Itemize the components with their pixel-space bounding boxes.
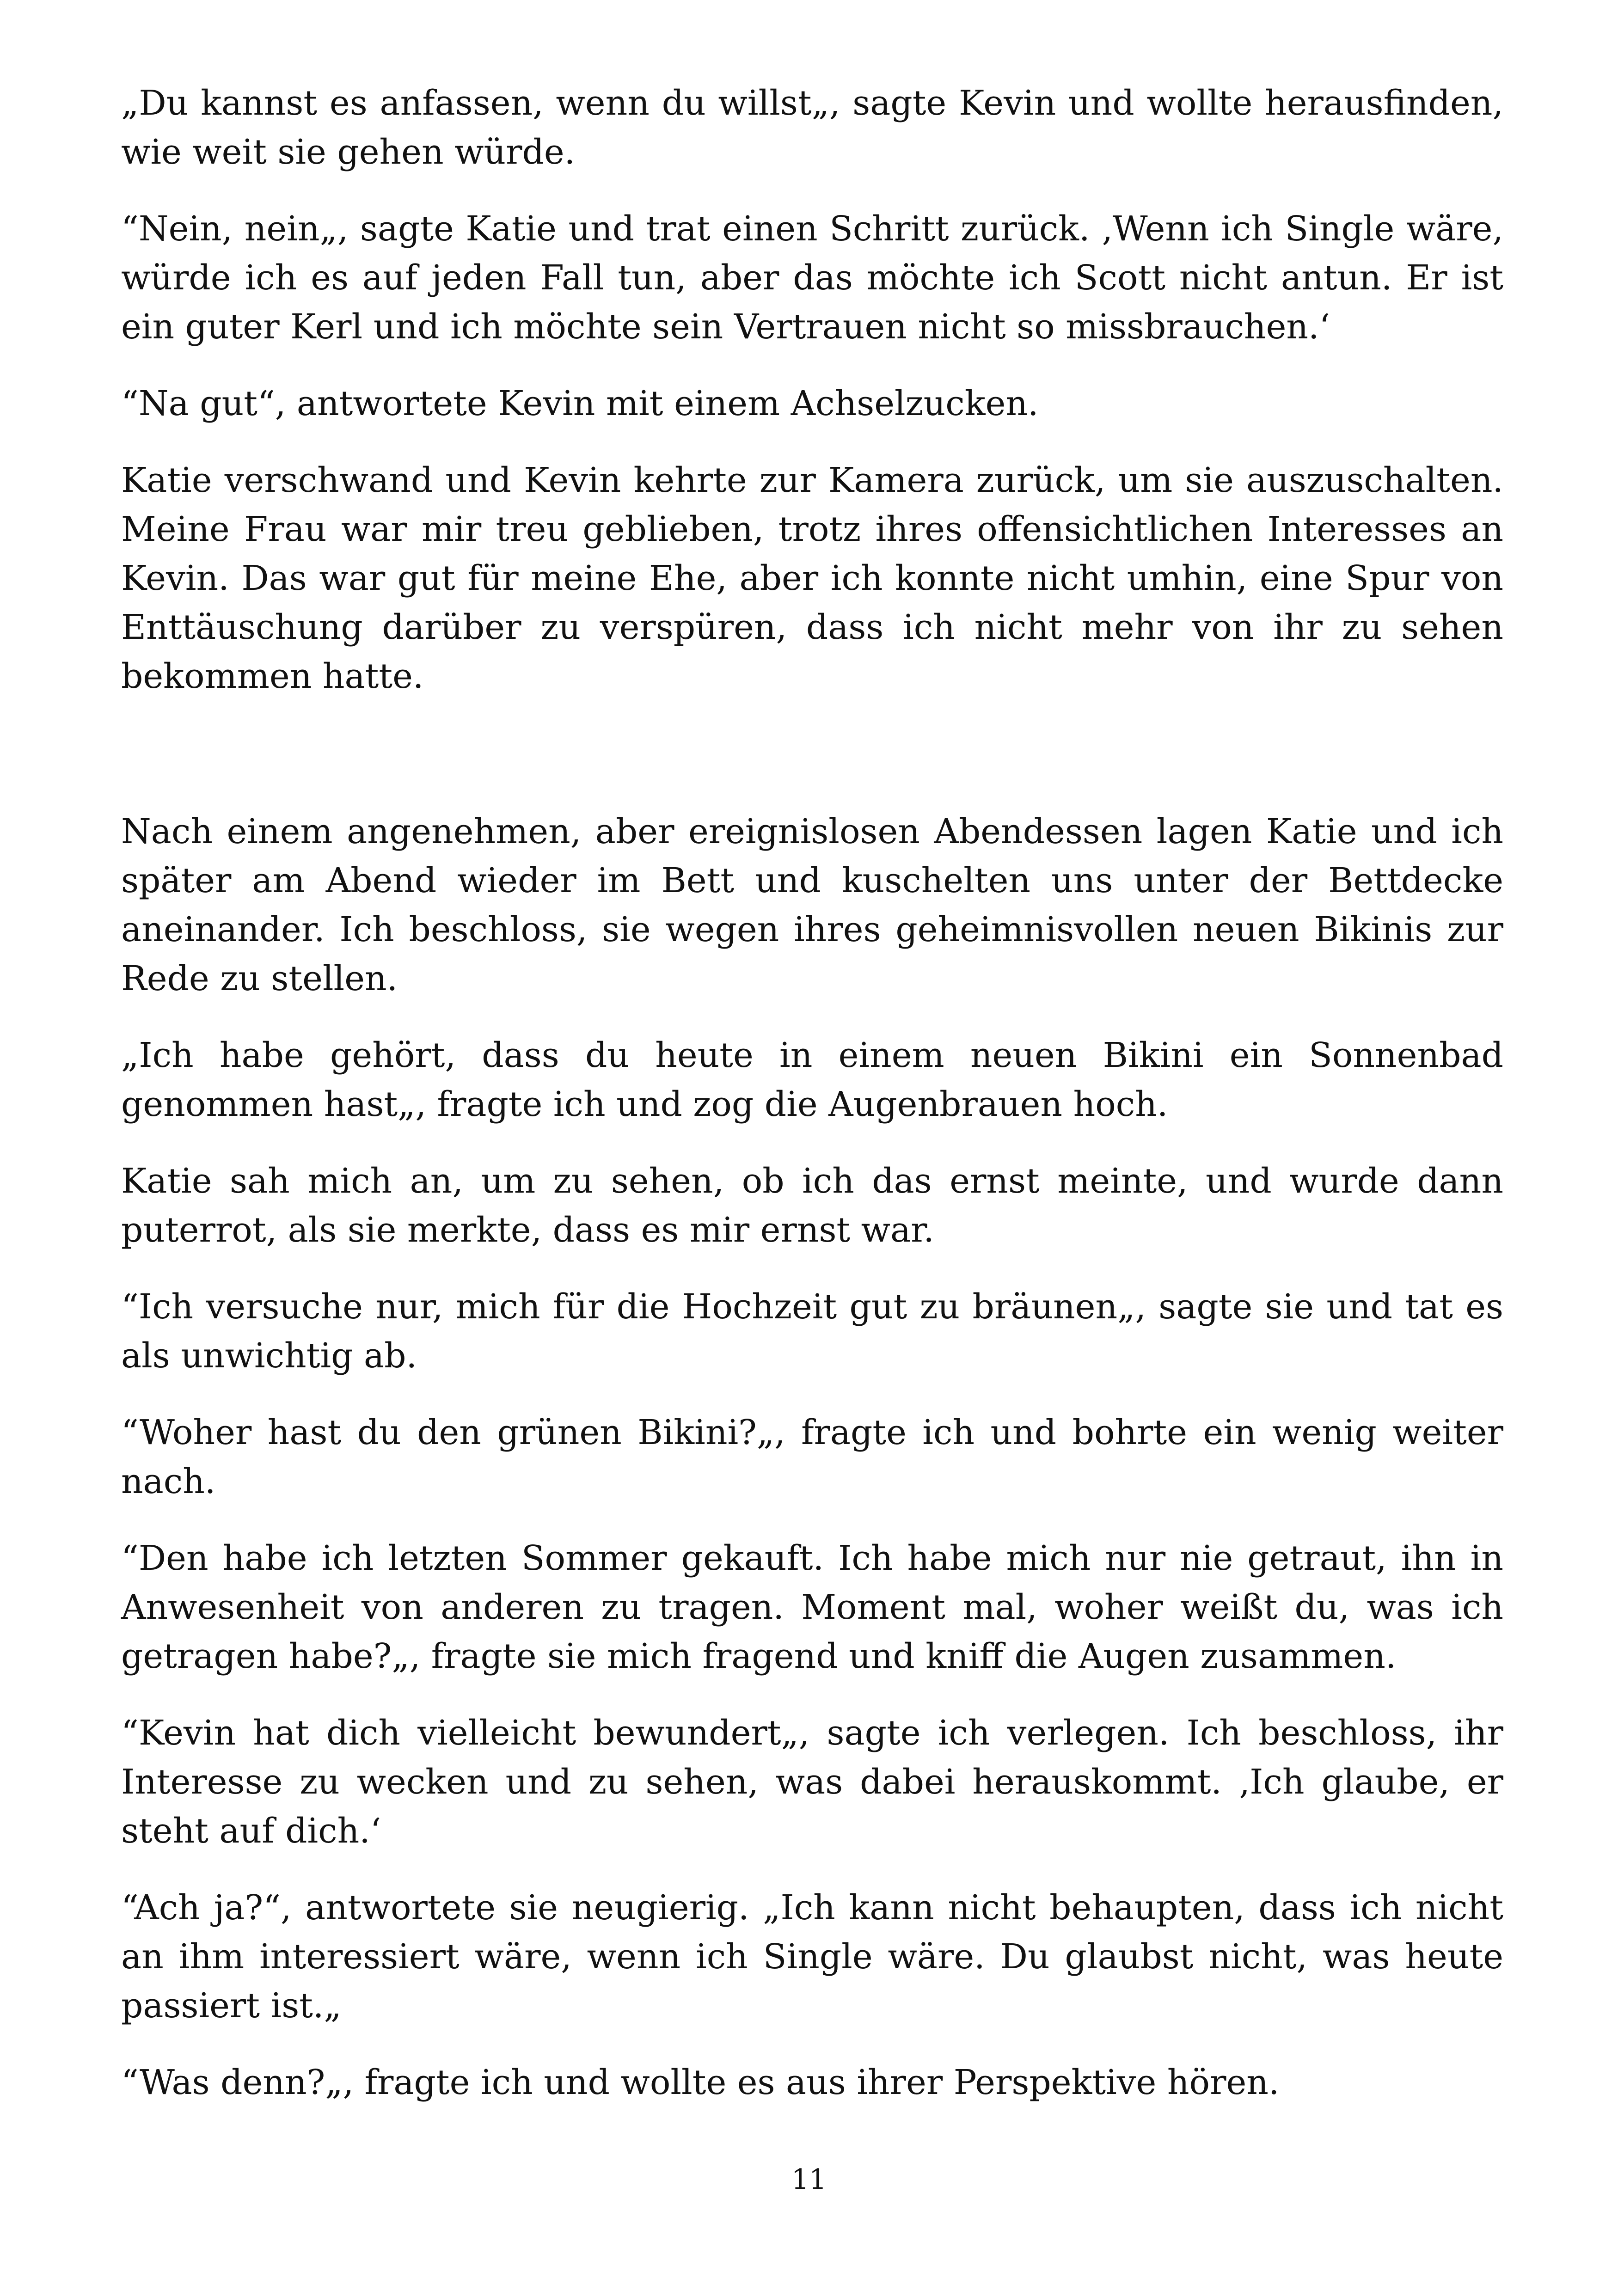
paragraph: Nach einem angenehmen, aber ereignislosen Abendessen lagen Katie und ich später am Abend wieder im Bett und kuschelten uns unter der Bettdecke aneinander. Ich beschloss, sie wegen ihres geheimnisvollen neuen Bikinis zur Rede zu stellen. (121, 812, 1503, 998)
paragraph: „Du kannst es anfassen, wenn du willst„, sagte Kevin und wollte herausfinden, wie weit sie gehen würde. (121, 83, 1503, 172)
paragraph: “Ich versuche nur, mich für die Hochzeit gut zu bräunen„, sagte sie und tat es als unwichtig ab. (121, 1287, 1503, 1376)
paragraph: “Na gut“, antwortete Kevin mit einem Achselzucken. (121, 384, 1039, 423)
page-number: 11 (791, 2163, 827, 2196)
document-page (121, 79, 1503, 2135)
paragraph: Katie verschwand und Kevin kehrte zur Kamera zurück, um sie auszuschalten. Meine Frau war mir treu geblieben, trotz ihres offensichtlichen Interesses an Kevin. Das war gut für meine Ehe, aber ich konnte nicht umhin, eine Spur von Enttäuschung darüber zu verspüren, dass ich nicht mehr von ihr zu sehen bekommen hatte. (121, 460, 1503, 696)
paragraph: „Ich habe gehört, dass du heute in einem neuen Bikini ein Sonnenbad genommen hast„, fragte ich und zog die Augenbrauen hoch. (121, 1035, 1503, 1124)
paragraph: “Woher hast du den grünen Bikini?„, fragte ich und bohrte ein wenig weiter nach. (121, 1413, 1503, 1501)
paragraph: “Was denn?„, fragte ich und wollte es aus ihrer Perspektive hören. (121, 2063, 1280, 2102)
paragraph: Katie sah mich an, um zu sehen, ob ich das ernst meinte, und wurde dann puterrot, als sie merkte, dass es mir ernst war. (121, 1161, 1503, 1250)
paragraph: “Nein, nein„, sagte Katie und trat einen Schritt zurück. ‚Wenn ich Single wäre, würde ich es auf jeden Fall tun, aber das möchte ich Scott nicht antun. Er ist ein guter Kerl und ich möchte sein Vertrauen nicht so missbrauchen.‘ (121, 209, 1503, 347)
paragraph: “Ach ja?“, antwortete sie neugierig. „Ich kann nicht behaupten, dass ich nicht an ihm interessiert wäre, wenn ich Single wäre. Du glaubst nicht, was heute passiert ist.„ (121, 1888, 1503, 2026)
paragraph: “Den habe ich letzten Sommer gekauft. Ich habe mich nur nie getraut, ihn in Anwesenheit von anderen zu tragen. Moment mal, woher weißt du, was ich getragen habe?„, fragte sie mich fragend und kniff die Augen zusammen. (121, 1538, 1503, 1676)
paragraph: “Kevin hat dich vielleicht bewundert„, sagte ich verlegen. Ich beschloss, ihr Interesse zu wecken und zu sehen, was dabei herauskommt. ‚Ich glaube, er steht auf dich.‘ (121, 1713, 1503, 1851)
section-break (121, 729, 1503, 807)
